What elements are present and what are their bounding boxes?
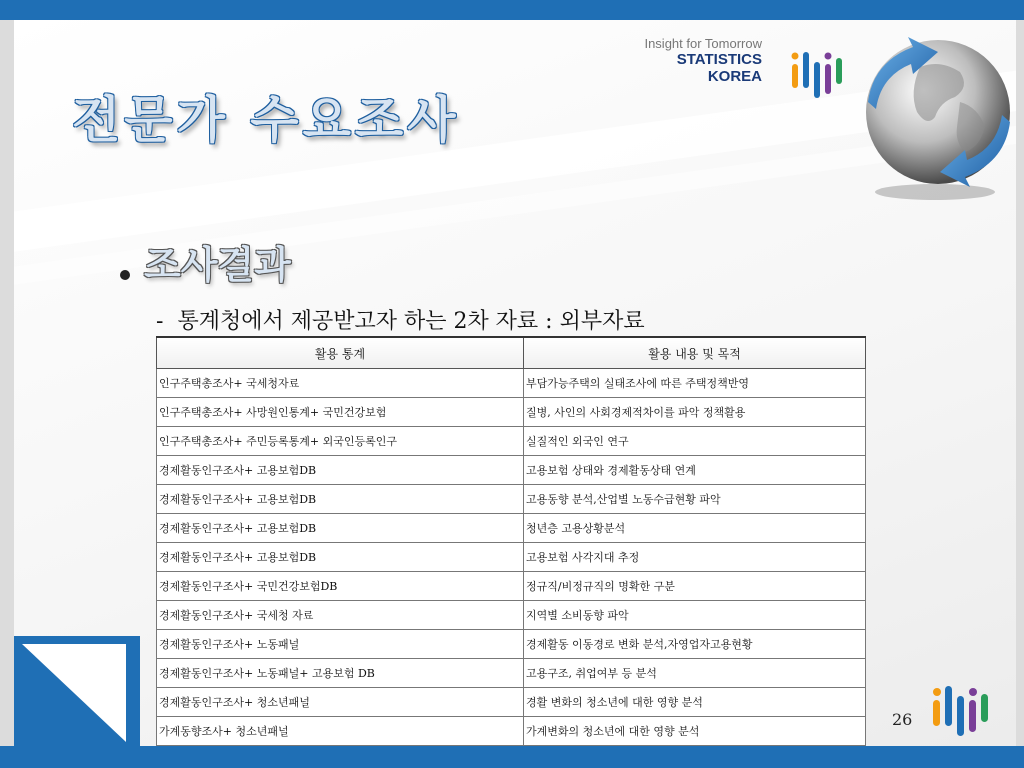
cell-purpose: 정규직/비정규직의 명확한 구분 xyxy=(524,572,866,601)
column-header-purpose: 활용 내용 및 목적 xyxy=(524,337,866,369)
cell-statistics: 인구주택총조사+ 국세청자료 xyxy=(157,369,524,398)
left-frame-bar xyxy=(0,20,14,746)
table-row xyxy=(157,659,866,688)
cell-statistics: 경제활동인구조사+ 노동패널 xyxy=(157,630,524,659)
cell-statistics: 경제활동인구조사+ 노동패널+ 고용보험 DB xyxy=(157,659,524,688)
table-row xyxy=(157,717,866,746)
cell-statistics: 인구주택총조사+ 사망원인통계+ 국민건강보험 xyxy=(157,398,524,427)
table-row xyxy=(157,543,866,572)
bullet-heading: 조사결과 xyxy=(144,243,291,287)
table-row xyxy=(157,514,866,543)
table-row xyxy=(157,630,866,659)
cell-statistics: 경제활동인구조사+ 고용보험DB xyxy=(157,456,524,485)
cell-statistics: 경제활동인구조사+ 국민건강보험DB xyxy=(157,572,524,601)
slide-canvas xyxy=(14,20,1016,746)
logo-name-line1: STATISTICS xyxy=(676,51,762,68)
top-frame-bar xyxy=(0,0,1024,20)
cell-statistics: 경제활동인구조사+ 청소년패널 xyxy=(157,688,524,717)
table-row xyxy=(157,485,866,514)
cell-statistics: 경제활동인구조사+ 고용보험DB xyxy=(157,514,524,543)
cell-purpose: 경활 변화의 청소년에 대한 영향 분석 xyxy=(524,688,866,717)
statistics-korea-bars-small-icon xyxy=(930,680,996,740)
table-row xyxy=(157,601,866,630)
cell-statistics: 경제활동인구조사+ 고용보험DB xyxy=(157,485,524,514)
logo-name-line2: KOREA xyxy=(707,68,762,85)
cell-statistics: 가계동향조사+ 청소년패널 xyxy=(157,717,524,746)
cell-purpose: 고용보험 사각지대 추정 xyxy=(524,543,866,572)
right-frame-bar xyxy=(1016,20,1024,746)
bottom-frame-bar xyxy=(0,746,1024,768)
cell-purpose: 고용구조, 취업여부 등 분석 xyxy=(524,659,866,688)
cell-purpose: 가계변화의 청소년에 대한 영향 분석 xyxy=(524,717,866,746)
statistics-korea-bars-icon xyxy=(789,44,849,104)
cell-purpose: 경제활동 이동경로 변화 분석,자영업자고용현황 xyxy=(524,630,866,659)
cell-purpose: 고용보험 상태와 경제활동상태 연계 xyxy=(524,456,866,485)
cell-statistics: 경제활동인구조사+ 국세청 자료 xyxy=(157,601,524,630)
page-number: 26 xyxy=(892,710,913,729)
table-row xyxy=(157,369,866,398)
statistics-korea-logo-text xyxy=(644,36,762,85)
cell-purpose: 지역별 소비동향 파악 xyxy=(524,601,866,630)
cell-purpose: 고용동향 분석,산업별 노동수급현황 파악 xyxy=(524,485,866,514)
corner-decoration xyxy=(14,636,140,746)
table-row xyxy=(157,456,866,485)
table-row xyxy=(157,398,866,427)
cell-purpose: 질병, 사인의 사회경제적차이를 파악 정책활용 xyxy=(524,398,866,427)
table-row xyxy=(157,572,866,601)
cell-purpose: 실질적인 외국인 연구 xyxy=(524,427,866,456)
table-description xyxy=(156,304,645,335)
cell-statistics: 경제활동인구조사+ 고용보험DB xyxy=(157,543,524,572)
bullet-point xyxy=(120,270,130,280)
column-header-statistics: 활용 통계 xyxy=(157,337,524,369)
table-header-row xyxy=(157,337,866,369)
globe-with-arrows-icon xyxy=(850,32,1016,202)
slide-title: 전문가 수요조사 xyxy=(72,91,460,149)
cell-purpose: 부담가능주택의 실태조사에 따른 주택정책반영 xyxy=(524,369,866,398)
table-row xyxy=(157,688,866,717)
description-text: 통계청에서 제공받고자 하는 2차 자료 : 외부자료 xyxy=(177,309,645,334)
secondary-data-table xyxy=(156,336,866,746)
table-row xyxy=(157,427,866,456)
logo-tagline: Insight for Tomorrow xyxy=(644,36,762,51)
cell-statistics: 인구주택총조사+ 주민등록통계+ 외국인등록인구 xyxy=(157,427,524,456)
cell-purpose: 청년층 고용상황분석 xyxy=(524,514,866,543)
description-dash: - xyxy=(156,309,164,334)
